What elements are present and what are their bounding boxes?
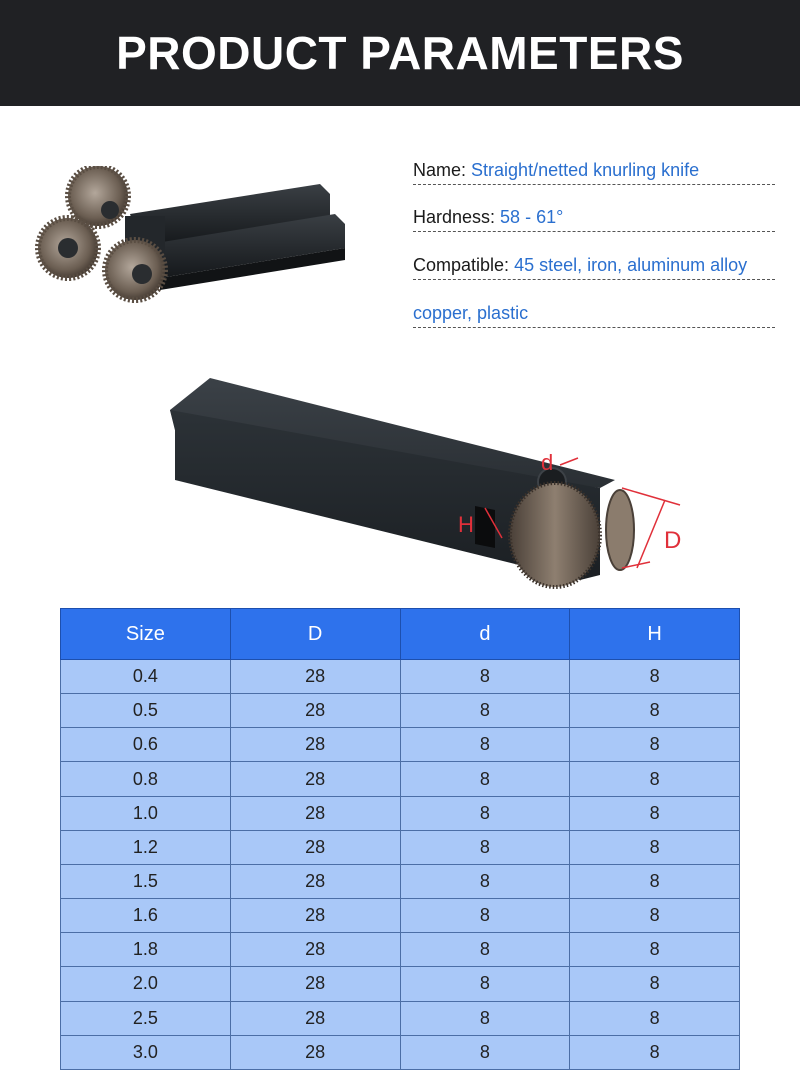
- cell-d-outer: 28: [230, 933, 400, 967]
- cell-h: 8: [570, 796, 740, 830]
- cell-size: 0.6: [61, 728, 231, 762]
- cell-d-inner: 8: [400, 762, 570, 796]
- table-row: [61, 899, 740, 933]
- cell-h: 8: [570, 728, 740, 762]
- cell-d-outer: 28: [230, 1001, 400, 1035]
- spec-value: copper, plastic: [413, 303, 529, 323]
- spec-compatible: [413, 251, 775, 280]
- cell-h: 8: [570, 967, 740, 1001]
- cell-d-inner: 8: [400, 864, 570, 898]
- cell-d-outer: 28: [230, 899, 400, 933]
- cell-d-inner: 8: [400, 660, 570, 694]
- table-row: [61, 694, 740, 728]
- header-d-outer: D: [230, 609, 400, 660]
- cell-h: 8: [570, 660, 740, 694]
- table-row: [61, 864, 740, 898]
- table-row: [61, 830, 740, 864]
- cell-d-outer: 28: [230, 762, 400, 796]
- cell-d-outer: 28: [230, 1035, 400, 1069]
- cell-d-outer: 28: [230, 694, 400, 728]
- cell-size: 2.5: [61, 1001, 231, 1035]
- spec-key: Name:: [413, 160, 472, 180]
- spec-key: Hardness:: [413, 207, 501, 227]
- cell-size: 0.8: [61, 762, 231, 796]
- cell-d-inner: 8: [400, 899, 570, 933]
- cell-size: 0.4: [61, 660, 231, 694]
- cell-h: 8: [570, 762, 740, 796]
- cell-size: 1.2: [61, 830, 231, 864]
- table-row: [61, 967, 740, 1001]
- cell-h: 8: [570, 864, 740, 898]
- cell-d-inner: 8: [400, 1035, 570, 1069]
- spec-key: Compatible:: [413, 255, 515, 275]
- table-row: [61, 762, 740, 796]
- page-title: PRODUCT PARAMETERS: [116, 27, 684, 79]
- cell-h: 8: [570, 830, 740, 864]
- table-row: [61, 660, 740, 694]
- header-d-inner: d: [400, 609, 570, 660]
- spec-value: Straight/netted knurling knife: [471, 160, 700, 180]
- cell-d-inner: 8: [400, 694, 570, 728]
- table-row: [61, 728, 740, 762]
- cell-d-outer: 28: [230, 830, 400, 864]
- cell-d-inner: 8: [400, 933, 570, 967]
- label-d-big: D: [664, 527, 682, 554]
- cell-d-inner: 8: [400, 830, 570, 864]
- cell-h: 8: [570, 694, 740, 728]
- cell-d-inner: 8: [400, 1001, 570, 1035]
- label-d-small: d: [541, 450, 554, 475]
- knurling-tool-photo: [30, 166, 350, 316]
- header-size: Size: [61, 609, 231, 660]
- cell-h: 8: [570, 933, 740, 967]
- cell-d-inner: 8: [400, 967, 570, 1001]
- spec-compatible-cont: [413, 299, 775, 328]
- label-h: H: [458, 512, 474, 537]
- cell-d-inner: 8: [400, 796, 570, 830]
- dimension-diagram: [160, 370, 720, 595]
- header-h: H: [570, 609, 740, 660]
- cell-size: 3.0: [61, 1035, 231, 1069]
- table-header-row: [61, 609, 740, 660]
- table-row: [61, 1001, 740, 1035]
- cell-d-outer: 28: [230, 864, 400, 898]
- cell-size: 1.0: [61, 796, 231, 830]
- spec-value: 58 - 61°: [500, 207, 564, 227]
- cell-size: 1.8: [61, 933, 231, 967]
- cell-h: 8: [570, 1035, 740, 1069]
- title-banner: [0, 0, 800, 106]
- spec-name: [413, 156, 775, 185]
- table-row: [61, 1035, 740, 1069]
- cell-d-outer: 28: [230, 660, 400, 694]
- cell-h: 8: [570, 899, 740, 933]
- table-row: [61, 796, 740, 830]
- spec-value: 45 steel, iron, aluminum alloy: [514, 255, 748, 275]
- cell-d-outer: 28: [230, 728, 400, 762]
- cell-size: 0.5: [61, 694, 231, 728]
- spec-hardness: [413, 203, 775, 232]
- cell-size: 2.0: [61, 967, 231, 1001]
- table-row: [61, 933, 740, 967]
- cell-size: 1.5: [61, 864, 231, 898]
- cell-d-outer: 28: [230, 796, 400, 830]
- cell-d-outer: 28: [230, 967, 400, 1001]
- parameters-table: [60, 608, 740, 1070]
- cell-h: 8: [570, 1001, 740, 1035]
- cell-size: 1.6: [61, 899, 231, 933]
- cell-d-inner: 8: [400, 728, 570, 762]
